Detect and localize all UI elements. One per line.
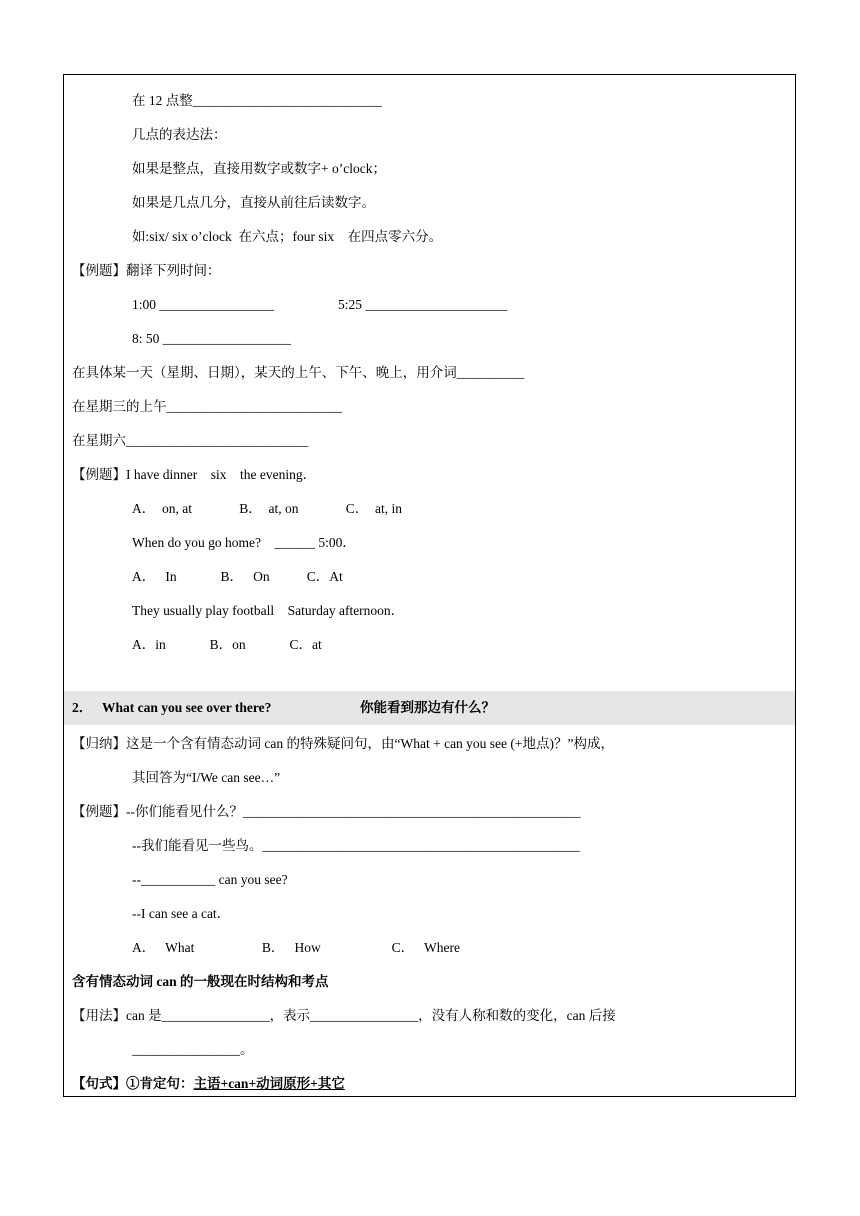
line-time-expression: 几点的表达法： [132,127,227,142]
line-time-100: 1:00 _________________ [132,297,275,312]
sentence-pattern-prefix: 【句式】①肯定句： [72,1076,194,1091]
line-time-850: 8: 50 ___________________ [132,331,292,346]
line-football: They usually play football Saturday afternoon． [132,603,405,618]
line-summary: 【归纳】这是一个含有情态动词 can 的特殊疑问句，由“What + can you see (+地点)？”构成， [72,736,615,751]
line-answer-form: 其回答为“I/We can see…” [132,770,281,785]
line-birds: --我们能看见一些鸟。_______________________________________________ [132,838,580,853]
line-saturday: 在星期六___________________________ [72,433,309,448]
line-go-home: When do you go home? ______ 5:00． [132,535,356,550]
line-options-2: A． In B． On C．At [132,569,343,584]
line-wednesday-morning: 在星期三的上午__________________________ [72,399,342,414]
line-exercise-translate: 【例题】翻译下列时间： [72,263,221,278]
document-frame [63,74,796,1097]
line-time-525: 5:25 _____________________ [338,297,508,312]
line-options-1: A． on, at B． at, on C． at, in [132,501,402,516]
line-blank-can-see: --___________ can you see? [132,872,288,887]
line-exercise-what: 【例题】--你们能看见什么？__________________________________________________ [72,804,581,819]
line-options-4: A． What B． How C． Where [132,940,460,955]
section-title-en: What can you see over there? [102,700,272,715]
line-specific-day: 在具体某一天（星期、日期），某天的上午、下午、晚上，用介词__________ [72,365,525,380]
section-number: 2． [72,700,93,715]
line-cat: --I can see a cat． [132,906,231,921]
line-whole-hour: 如果是整点，直接用数字或数字+ o’clock； [132,161,386,176]
sentence-pattern-formula: 主语+can+动词原形+其它 [193,1076,345,1091]
line-sentence-pattern [72,1075,345,1093]
line-example-six: 如:six/ six o’clock 在六点；four six 在四点零六分。 [132,229,443,244]
line-twelve-oclock: 在 12 点整____________________________ [132,93,382,108]
line-usage: 【用法】can 是________________，表示________________，没有人称和数的变化，can 后接 [72,1008,616,1023]
line-exercise-dinner: 【例题】I have dinner six the evening． [72,467,317,482]
section-heading-bar [64,691,795,725]
line-usage-continued: ________________。 [132,1042,254,1057]
line-options-3: A．in B．on C．at [132,637,322,652]
line-can-structure-heading: 含有情态动词 can 的一般现在时结构和考点 [72,974,329,989]
line-hour-minute: 如果是几点几分，直接从前往后读数字。 [132,195,375,210]
section-title-cn: 你能看到那边有什么？ [360,700,495,715]
